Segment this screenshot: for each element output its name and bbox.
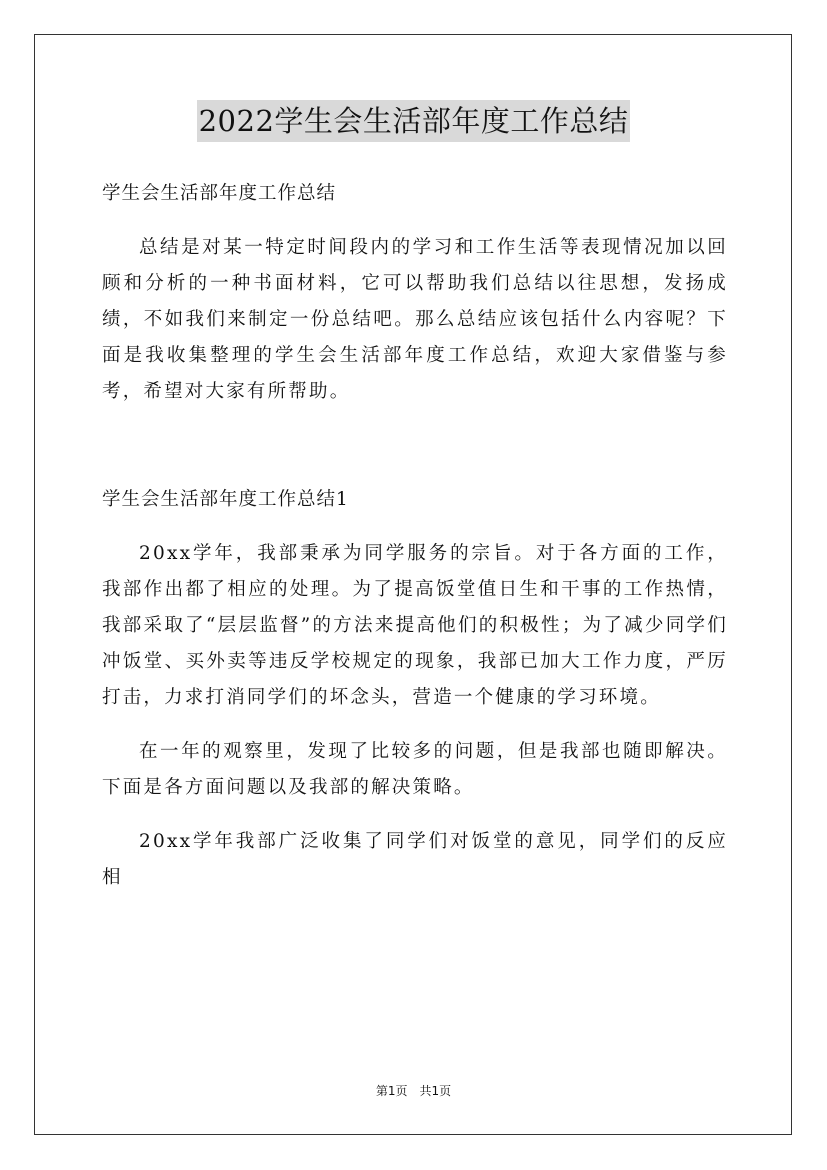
page-number-total: 共1页 (419, 1084, 452, 1098)
section-heading: 学生会生活部年度工作总结1 (102, 489, 349, 510)
intro-paragraph: 总结是对某一特定时间段内的学习和工作生活等表现情况加以回顾和分析的一种书面材料，它可以帮助我们总结以往思想，发扬成绩，不如我们来制定一份总结吧。那么总结应该包括什么内容呢？下面是我收集整理的学生会生活部年度工作总结，欢迎大家借鉴与参考，希望对大家有所帮助。 (102, 237, 728, 402)
document-subtitle: 学生会生活部年度工作总结 (102, 183, 337, 204)
page-number-current: 第1页 (375, 1084, 408, 1098)
document-body (102, 176, 728, 896)
title-container (0, 100, 827, 142)
document-title: 2022学生会生活部年度工作总结 (197, 100, 631, 142)
page-footer (0, 1082, 827, 1099)
body-paragraph-2: 在一年的观察里，发现了比较多的问题，但是我部也随即解决。下面是各方面问题以及我部的解决策略。 (102, 741, 728, 798)
body-paragraph-3: 20xx学年我部广泛收集了同学们对饭堂的意见，同学们的反应相 (102, 831, 728, 888)
body-paragraph-1: 20xx学年，我部秉承为同学服务的宗旨。对于各方面的工作，我部作出都了相应的处理。为了提高饭堂值日生和干事的工作热情，我部采取了“层层监督”的方法来提高他们的积极性；为了减少同学们冲饭堂、买外卖等违反学校规定的现象，我部已加大工作力度，严厉打击，力求打消同学们的坏念头，营造一个健康的学习环境。 (102, 543, 728, 708)
